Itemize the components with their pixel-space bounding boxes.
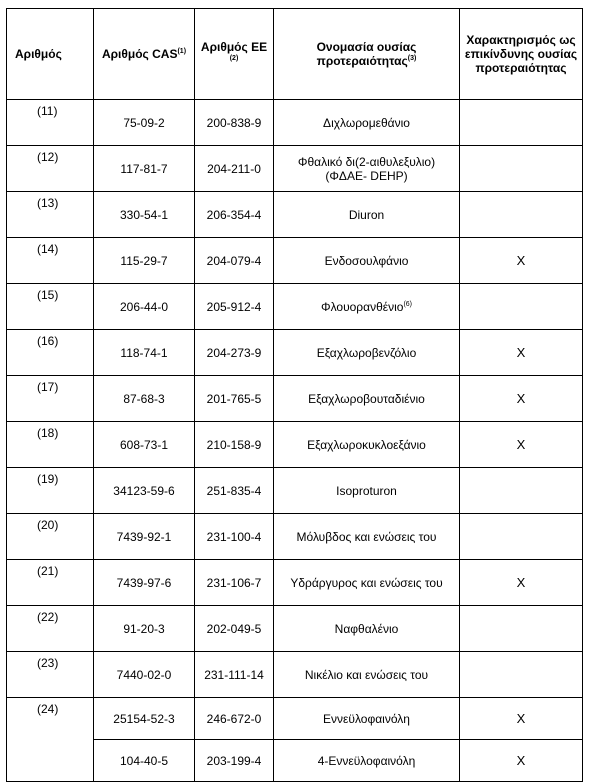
table-row — [7, 606, 583, 652]
ec-number: 204-273-9 — [195, 330, 274, 376]
table-row — [7, 514, 583, 560]
hazard-mark: X — [460, 238, 583, 284]
substance-name: Ναφθαλένιο — [274, 606, 460, 652]
table-row — [7, 422, 583, 468]
hazard-mark: X — [460, 330, 583, 376]
ec-number: 231-106-7 — [195, 560, 274, 606]
row-number: (20) — [7, 514, 94, 560]
row-number: (21) — [7, 560, 94, 606]
hazard-mark — [460, 652, 583, 698]
substance-name: Φθαλικό δι(2-αιθυλεξυλιο) (ΦΔΑΕ- DEHP) — [274, 146, 460, 192]
substance-name: Isoproturon — [274, 468, 460, 514]
cas-number: 34123-59-6 — [94, 468, 195, 514]
row-number: (14) — [7, 238, 94, 284]
substance-name: Εξαχλωροκυκλοεξάνιο — [274, 422, 460, 468]
substance-name: Ενδοσουλφάνιο — [274, 238, 460, 284]
ec-number: 231-111-14 — [195, 652, 274, 698]
table-row — [7, 698, 583, 740]
hazard-mark: X — [460, 376, 583, 422]
substance-name: Νικέλιο και ενώσεις του — [274, 652, 460, 698]
table-header-row — [7, 9, 583, 100]
header-substance-name: Ονομασία ουσίας προτεραιότητας$^{(3)}$ — [274, 9, 460, 100]
hazard-mark: X — [460, 698, 583, 740]
cas-number: 7439-97-6 — [94, 560, 195, 606]
table-row — [7, 652, 583, 698]
ec-number: 201-765-5 — [195, 376, 274, 422]
row-number: (23) — [7, 652, 94, 698]
hazard-mark: X — [460, 422, 583, 468]
ec-number: 206-354-4 — [195, 192, 274, 238]
substance-name: Υδράργυρος και ενώσεις του — [274, 560, 460, 606]
table-row — [7, 284, 583, 330]
cas-number: 115-29-7 — [94, 238, 195, 284]
cas-number: 117-81-7 — [94, 146, 195, 192]
cas-number: 91-20-3 — [94, 606, 195, 652]
row-number: (17) — [7, 376, 94, 422]
table-row — [7, 192, 583, 238]
cas-number: 104-40-5 — [94, 740, 195, 782]
hazard-mark — [460, 192, 583, 238]
cas-number: 87-68-3 — [94, 376, 195, 422]
row-number: (18) — [7, 422, 94, 468]
hazard-mark — [460, 606, 583, 652]
header-hazardous-designation: Χαρακτηρισμός ως επικίνδυνης ουσίας προτεραιότητας — [460, 9, 583, 100]
cas-number: 7440-02-0 — [94, 652, 195, 698]
substance-name: Diuron — [274, 192, 460, 238]
hazard-mark: X — [460, 740, 583, 782]
ec-number: 200-838-9 — [195, 100, 274, 146]
hazard-mark — [460, 514, 583, 560]
ec-number: 205-912-4 — [195, 284, 274, 330]
substance-name: Μόλυβδος και ενώσεις του — [274, 514, 460, 560]
substance-name: Εννεϋλοφαινόλη — [274, 698, 460, 740]
ec-number: 203-199-4 — [195, 740, 274, 782]
table-row — [7, 330, 583, 376]
row-number: (11) — [7, 100, 94, 146]
cas-number: 25154-52-3 — [94, 698, 195, 740]
row-number: (13) — [7, 192, 94, 238]
row-number: (12) — [7, 146, 94, 192]
ec-number: 204-079-4 — [195, 238, 274, 284]
substance-name: Διχλωρομεθάνιο — [274, 100, 460, 146]
hazard-mark — [460, 146, 583, 192]
row-number: (22) — [7, 606, 94, 652]
table-row — [7, 100, 583, 146]
hazard-mark: X — [460, 560, 583, 606]
table-row — [7, 468, 583, 514]
table-row — [7, 376, 583, 422]
cas-number: 75-09-2 — [94, 100, 195, 146]
hazard-mark — [460, 100, 583, 146]
cas-number: 118-74-1 — [94, 330, 195, 376]
header-cas: Αριθμός CAS$^{(1)}$ — [94, 9, 195, 100]
row-number: (19) — [7, 468, 94, 514]
cas-number: 7439-92-1 — [94, 514, 195, 560]
cas-number: 608-73-1 — [94, 422, 195, 468]
ec-number: 246-672-0 — [195, 698, 274, 740]
table-row — [7, 560, 583, 606]
ec-number: 204-211-0 — [195, 146, 274, 192]
header-number: Αριθμός — [7, 9, 94, 100]
hazard-mark — [460, 284, 583, 330]
ec-number: 202-049-5 — [195, 606, 274, 652]
table-row — [7, 146, 583, 192]
substance-name: Φλουορανθένιο$^{(6)}$ — [274, 284, 460, 330]
row-number: (24) — [7, 698, 94, 782]
header-ec: Αριθμός ΕΕ $^{(2)}$ — [195, 9, 274, 100]
row-number: (15) — [7, 284, 94, 330]
ec-number: 210-158-9 — [195, 422, 274, 468]
cas-number: 206-44-0 — [94, 284, 195, 330]
row-number: (16) — [7, 330, 94, 376]
substance-name: 4-Εννεϋλοφαινόλη — [274, 740, 460, 782]
substance-name: Εξαχλωροβενζόλιο — [274, 330, 460, 376]
table-row — [7, 740, 583, 782]
priority-substances-table — [6, 8, 583, 782]
table-row — [7, 238, 583, 284]
cas-number: 330-54-1 — [94, 192, 195, 238]
substance-name: Εξαχλωροβουταδιένιο — [274, 376, 460, 422]
ec-number: 231-100-4 — [195, 514, 274, 560]
hazard-mark — [460, 468, 583, 514]
ec-number: 251-835-4 — [195, 468, 274, 514]
